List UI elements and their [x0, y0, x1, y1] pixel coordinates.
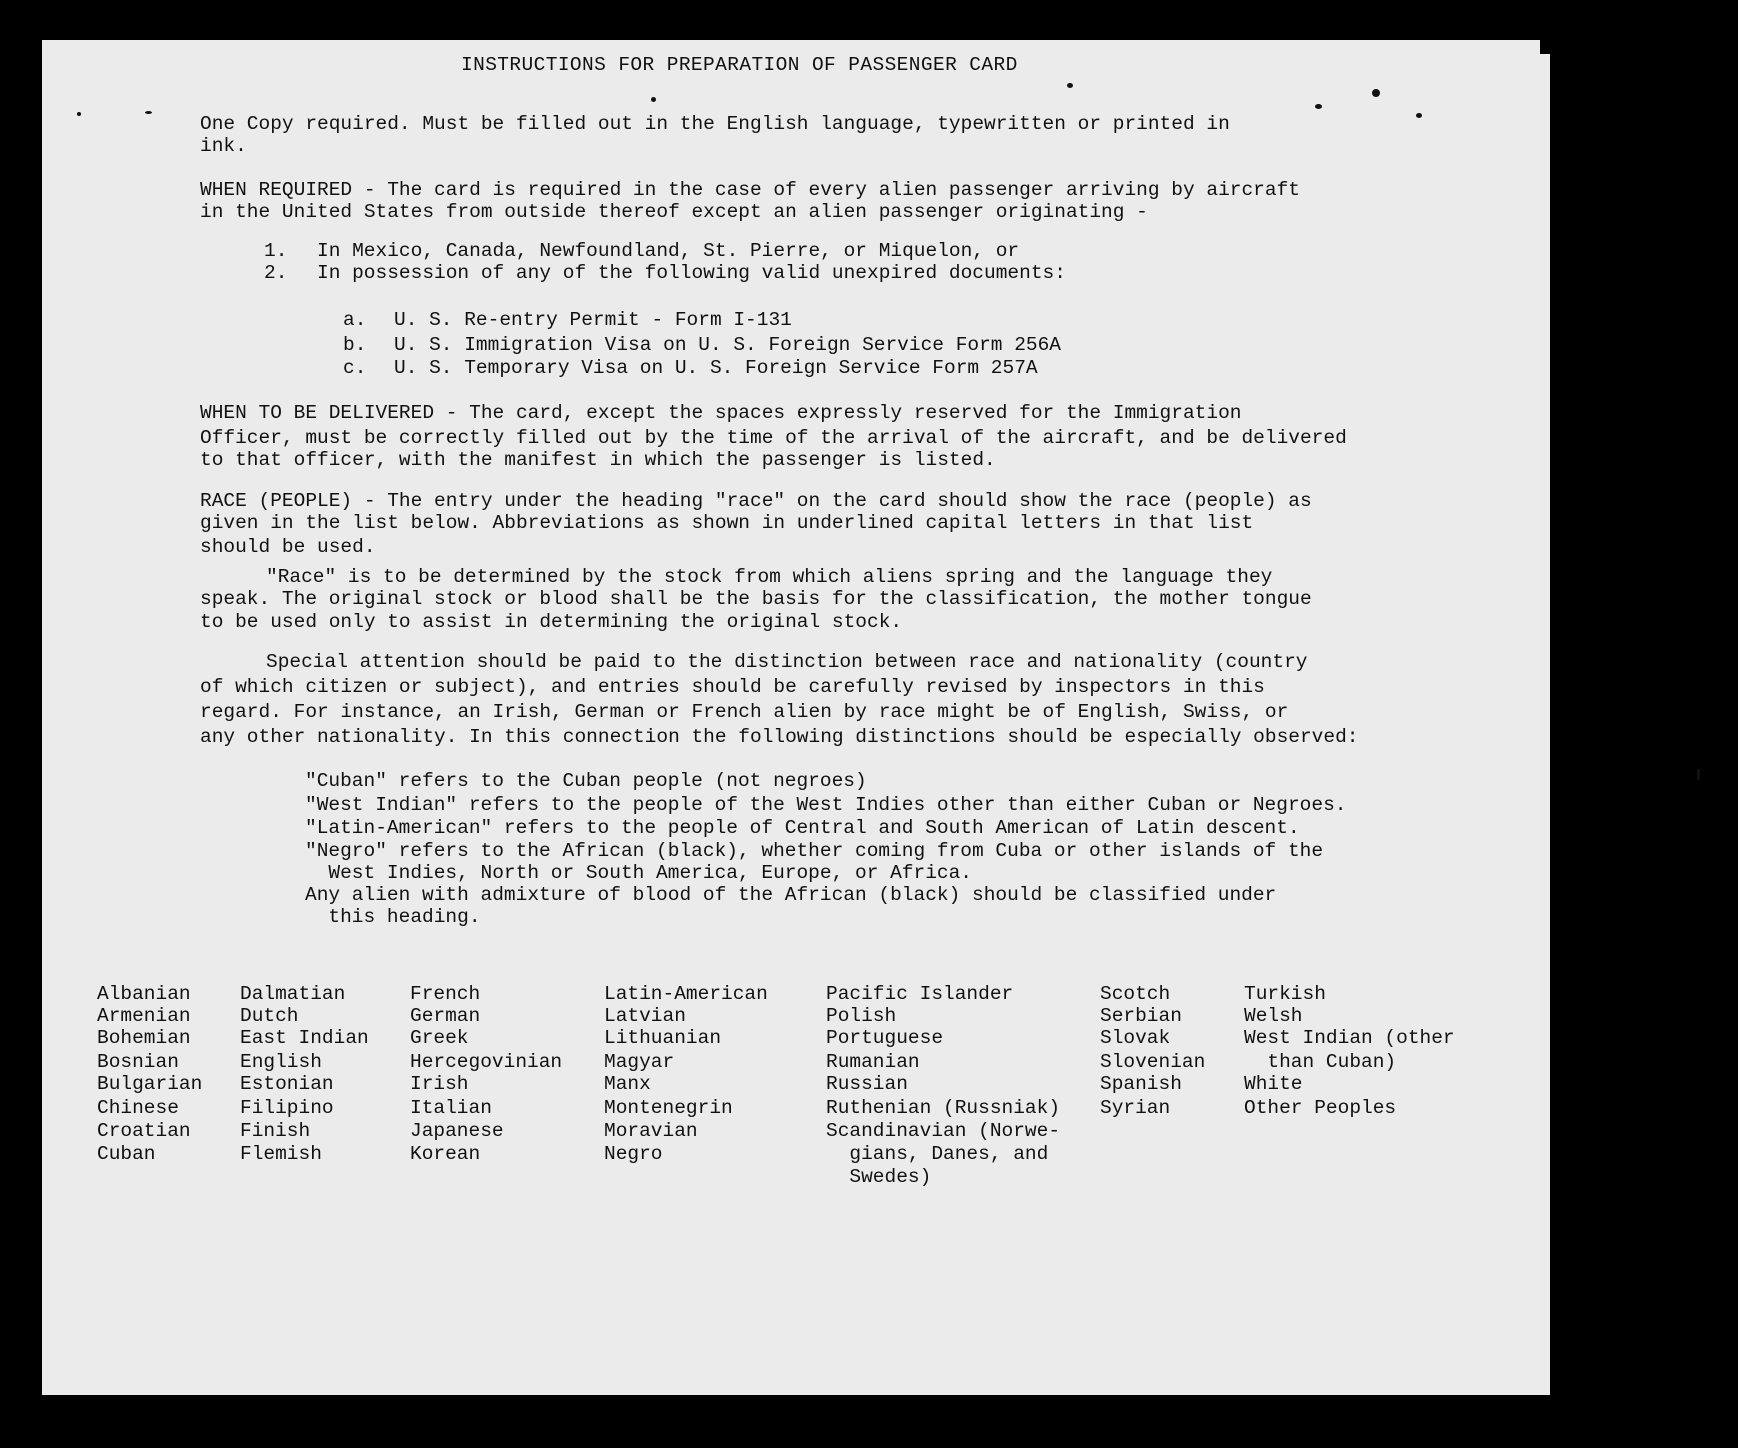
speck — [1697, 769, 1700, 780]
race-entry: Portuguese — [826, 1027, 944, 1049]
race-entry: Syrian — [1100, 1097, 1171, 1119]
race-entry: Slovak — [1100, 1027, 1171, 1049]
race-definition-line-2: speak. The original stock or blood shall be the basis for the classification, the mother tongue — [200, 588, 1312, 610]
speck — [651, 97, 656, 102]
document-item-c: U. S. Temporary Visa on U. S. Foreign Service Form 257A — [394, 357, 1038, 379]
race-entry: Dutch — [240, 1005, 299, 1027]
speck — [1315, 104, 1322, 109]
document-title: INSTRUCTIONS FOR PREPARATION OF PASSENGER CARD — [461, 54, 1018, 76]
race-entry: Latin-American — [604, 983, 768, 1005]
when-delivered-line-2: Officer, must be correctly filled out by the time of the arrival of the aircraft, and be delivered — [200, 427, 1347, 449]
race-entry: Serbian — [1100, 1005, 1182, 1027]
intro-line-2: ink. — [200, 135, 247, 157]
race-line-1: RACE (PEOPLE) - The entry under the heading "race" on the card should show the race (people) as — [200, 490, 1312, 512]
race-entry: than Cuban) — [1244, 1051, 1397, 1073]
race-entry: French — [410, 983, 481, 1005]
when-delivered-line-1: WHEN TO BE DELIVERED - The card, except the spaces expressly reserved for the Immigration — [200, 402, 1242, 424]
intro-line-1: One Copy required. Must be filled out in the English language, typewritten or printed in — [200, 113, 1230, 135]
distinction-line-3: "Latin-American" refers to the people of Central and South American of Latin descent. — [305, 817, 1300, 839]
speck — [1416, 113, 1422, 118]
attention-line-3: regard. For instance, an Irish, German or French alien by race might be of English, Swiss, or — [200, 701, 1289, 723]
speck — [77, 112, 81, 116]
race-entry: Magyar — [604, 1051, 675, 1073]
distinction-line-7: this heading. — [305, 906, 481, 928]
race-line-2: given in the list below. Abbreviations as shown in underlined capital letters in that list — [200, 512, 1254, 534]
race-definition-line-1: "Race" is to be determined by the stock from which aliens spring and the language they — [266, 566, 1273, 588]
distinction-line-1: "Cuban" refers to the Cuban people (not negroes) — [305, 770, 867, 792]
speck — [1067, 83, 1073, 88]
race-entry: English — [240, 1051, 322, 1073]
distinction-line-6: Any alien with admixture of blood of the African (black) should be classified under — [305, 884, 1277, 906]
race-entry: Russian — [826, 1073, 908, 1095]
race-line-3: should be used. — [200, 536, 376, 558]
race-entry: Other Peoples — [1244, 1097, 1397, 1119]
when-delivered-line-3: to that officer, with the manifest in which the passenger is listed. — [200, 449, 996, 471]
race-entry: Estonian — [240, 1073, 334, 1095]
race-entry: Swedes) — [826, 1166, 932, 1188]
exception-number-1: 1. — [264, 240, 288, 262]
race-entry: Italian — [410, 1097, 492, 1119]
race-definition-line-3: to be used only to assist in determining the original stock. — [200, 611, 903, 633]
race-entry: Filipino — [240, 1097, 334, 1119]
race-entry: Montenegrin — [604, 1097, 733, 1119]
race-entry: Croatian — [97, 1120, 191, 1142]
speck — [145, 111, 152, 114]
document-letter-c: c. — [343, 357, 367, 379]
race-entry: White — [1244, 1073, 1303, 1095]
distinction-line-2: "West Indian" refers to the people of the West Indies other than either Cuban or Negroes. — [305, 794, 1347, 816]
document-letter-a: a. — [343, 309, 367, 331]
race-entry: Slovenian — [1100, 1051, 1206, 1073]
document-item-a: U. S. Re-entry Permit - Form I-131 — [394, 309, 792, 331]
attention-line-1: Special attention should be paid to the distinction between race and nationality (country — [266, 651, 1308, 673]
exception-text-2: In possession of any of the following valid unexpired documents: — [317, 262, 1066, 284]
race-entry: Moravian — [604, 1120, 698, 1142]
race-entry: Armenian — [97, 1005, 191, 1027]
race-entry: Dalmatian — [240, 983, 346, 1005]
race-entry: Latvian — [604, 1005, 686, 1027]
attention-line-4: any other nationality. In this connection the following distinctions should be especially observed: — [200, 726, 1359, 748]
race-entry: East Indian — [240, 1027, 369, 1049]
race-entry: German — [410, 1005, 481, 1027]
race-entry: Irish — [410, 1073, 469, 1095]
attention-line-2: of which citizen or subject), and entries should be carefully revised by inspectors in this — [200, 676, 1265, 698]
race-entry: Turkish — [1244, 983, 1326, 1005]
document-item-b: U. S. Immigration Visa on U. S. Foreign Service Form 256A — [394, 334, 1062, 356]
race-entry: Greek — [410, 1027, 469, 1049]
distinction-line-4: "Negro" refers to the African (black), whether coming from Cuba or other islands of the — [305, 840, 1324, 862]
race-entry: Chinese — [97, 1097, 179, 1119]
distinction-line-5: West Indies, North or South America, Europe, or Africa. — [305, 862, 973, 884]
race-entry: Lithuanian — [604, 1027, 722, 1049]
race-entry: Japanese — [410, 1120, 504, 1142]
exception-number-2: 2. — [264, 262, 288, 284]
race-entry: Korean — [410, 1143, 481, 1165]
race-entry: Scotch — [1100, 983, 1171, 1005]
race-entry: Bohemian — [97, 1027, 191, 1049]
race-entry: Welsh — [1244, 1005, 1303, 1027]
speck — [1372, 89, 1380, 97]
exception-text-1: In Mexico, Canada, Newfoundland, St. Pierre, or Miquelon, or — [317, 240, 1020, 262]
when-required-line-1: WHEN REQUIRED - The card is required in the case of every alien passenger arriving by aircraft — [200, 179, 1300, 201]
race-entry: Polish — [826, 1005, 897, 1027]
race-entry: Hercegovinian — [410, 1051, 563, 1073]
race-entry: Pacific Islander — [826, 983, 1014, 1005]
race-entry: Negro — [604, 1143, 663, 1165]
race-entry: Bulgarian — [97, 1073, 203, 1095]
race-entry: Bosnian — [97, 1051, 179, 1073]
race-entry: Rumanian — [826, 1051, 920, 1073]
race-entry: Manx — [604, 1073, 651, 1095]
document-letter-b: b. — [343, 334, 367, 356]
race-entry: Ruthenian (Russniak) — [826, 1097, 1061, 1119]
race-entry: Flemish — [240, 1143, 322, 1165]
race-entry: gians, Danes, and — [826, 1143, 1049, 1165]
race-entry: Finish — [240, 1120, 311, 1142]
race-entry: Albanian — [97, 983, 191, 1005]
race-entry: Cuban — [97, 1143, 156, 1165]
race-entry: Spanish — [1100, 1073, 1182, 1095]
race-entry: Scandinavian (Norwe- — [826, 1120, 1061, 1142]
when-required-line-2: in the United States from outside thereof except an alien passenger originating - — [200, 201, 1148, 223]
race-entry: West Indian (other — [1244, 1027, 1455, 1049]
